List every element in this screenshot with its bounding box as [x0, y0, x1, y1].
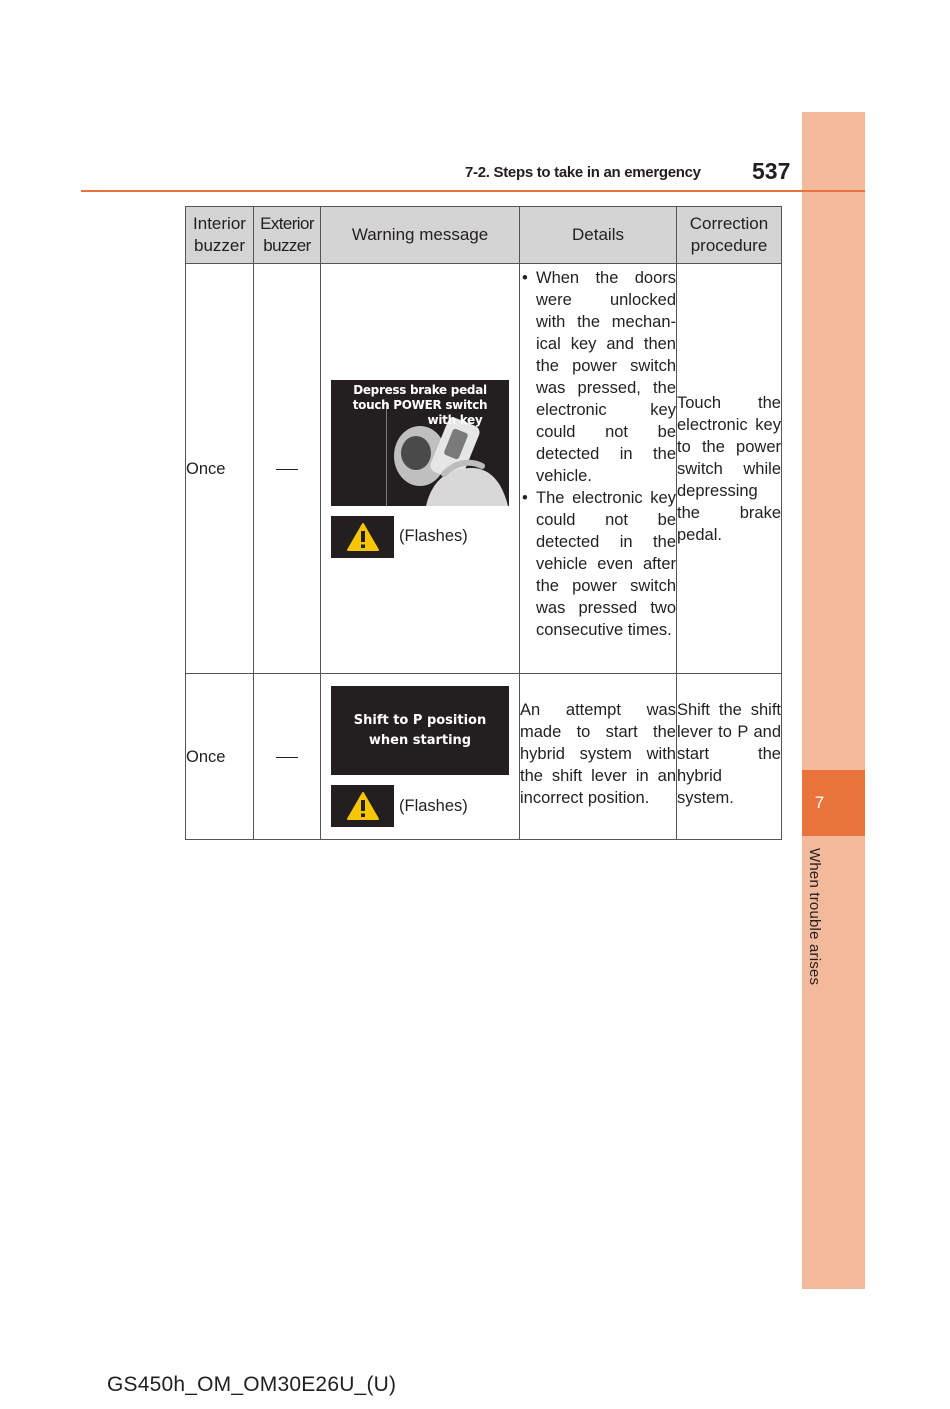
exterior-buzzer-cell: [254, 264, 321, 674]
document-code: GS450h_OM_OM30E26U_(U): [107, 1373, 397, 1396]
screen-line: when starting: [368, 733, 472, 748]
correction-cell: Shift the shift lever to P and start the hybrid system.: [677, 674, 782, 840]
warning-message-cell: [321, 674, 520, 840]
warning-table: [185, 206, 782, 840]
interior-buzzer-cell: Once: [186, 264, 254, 674]
display-screen-image: [331, 380, 509, 506]
chapter-number: 7: [814, 793, 825, 812]
col-header-warning-message: Warning message: [321, 207, 520, 264]
flash-indicator: [331, 785, 519, 827]
screen-line: touch POWER switch: [352, 397, 488, 412]
exterior-buzzer-cell: [254, 674, 321, 840]
col-header-exterior-buzzer: Exterior buzzer: [254, 207, 321, 264]
details-cell: An attempt was made to start the hybrid system with the shift lever in an incorrect position.: [520, 674, 677, 840]
col-header-correction-procedure: Correction procedure: [677, 207, 782, 264]
interior-buzzer-cell: Once: [186, 674, 254, 840]
details-cell: [520, 264, 677, 674]
col-header-details: Details: [520, 207, 677, 264]
screen-line: with key: [427, 412, 483, 427]
none-dash: [276, 757, 298, 758]
display-screen-image: [331, 686, 509, 775]
warning-message-cell: [321, 264, 520, 674]
table-header-row: [186, 207, 782, 264]
chapter-number-tab[interactable]: [802, 770, 865, 836]
side-tab: [802, 112, 865, 1289]
flash-label: (Flashes): [399, 796, 468, 815]
details-item: • When the doors were unlocked with the mechan-ical key and then the power switch was pressed, the electronic key could not be detected in the vehicle.: [520, 267, 676, 487]
flash-indicator: [331, 516, 519, 558]
details-item: • The electronic key could not be detected in the vehicle even after the power switch was pressed two consecutive times.: [520, 487, 676, 641]
screen-message: [331, 686, 509, 751]
page-number: 537: [752, 158, 791, 184]
col-header-interior-buzzer: Interior buzzer: [186, 207, 254, 264]
screen-message: [331, 380, 509, 428]
correction-cell: Touch the electronic key to the power switch while depressing the brake pedal.: [677, 264, 782, 674]
table-row: [186, 264, 782, 674]
screen-line: Shift to P position: [353, 713, 487, 728]
header-rule: [81, 190, 865, 192]
none-dash: [276, 469, 298, 470]
details-list: [520, 267, 676, 641]
section-title: 7-2. Steps to take in an emergency: [465, 164, 701, 181]
screen-line: Depress brake pedal: [353, 382, 487, 397]
warning-triangle-icon: [331, 785, 394, 827]
table-row: [186, 674, 782, 840]
chapter-title: When trouble arises: [806, 848, 823, 986]
flash-label: (Flashes): [399, 527, 468, 545]
warning-triangle-icon: [331, 516, 394, 558]
